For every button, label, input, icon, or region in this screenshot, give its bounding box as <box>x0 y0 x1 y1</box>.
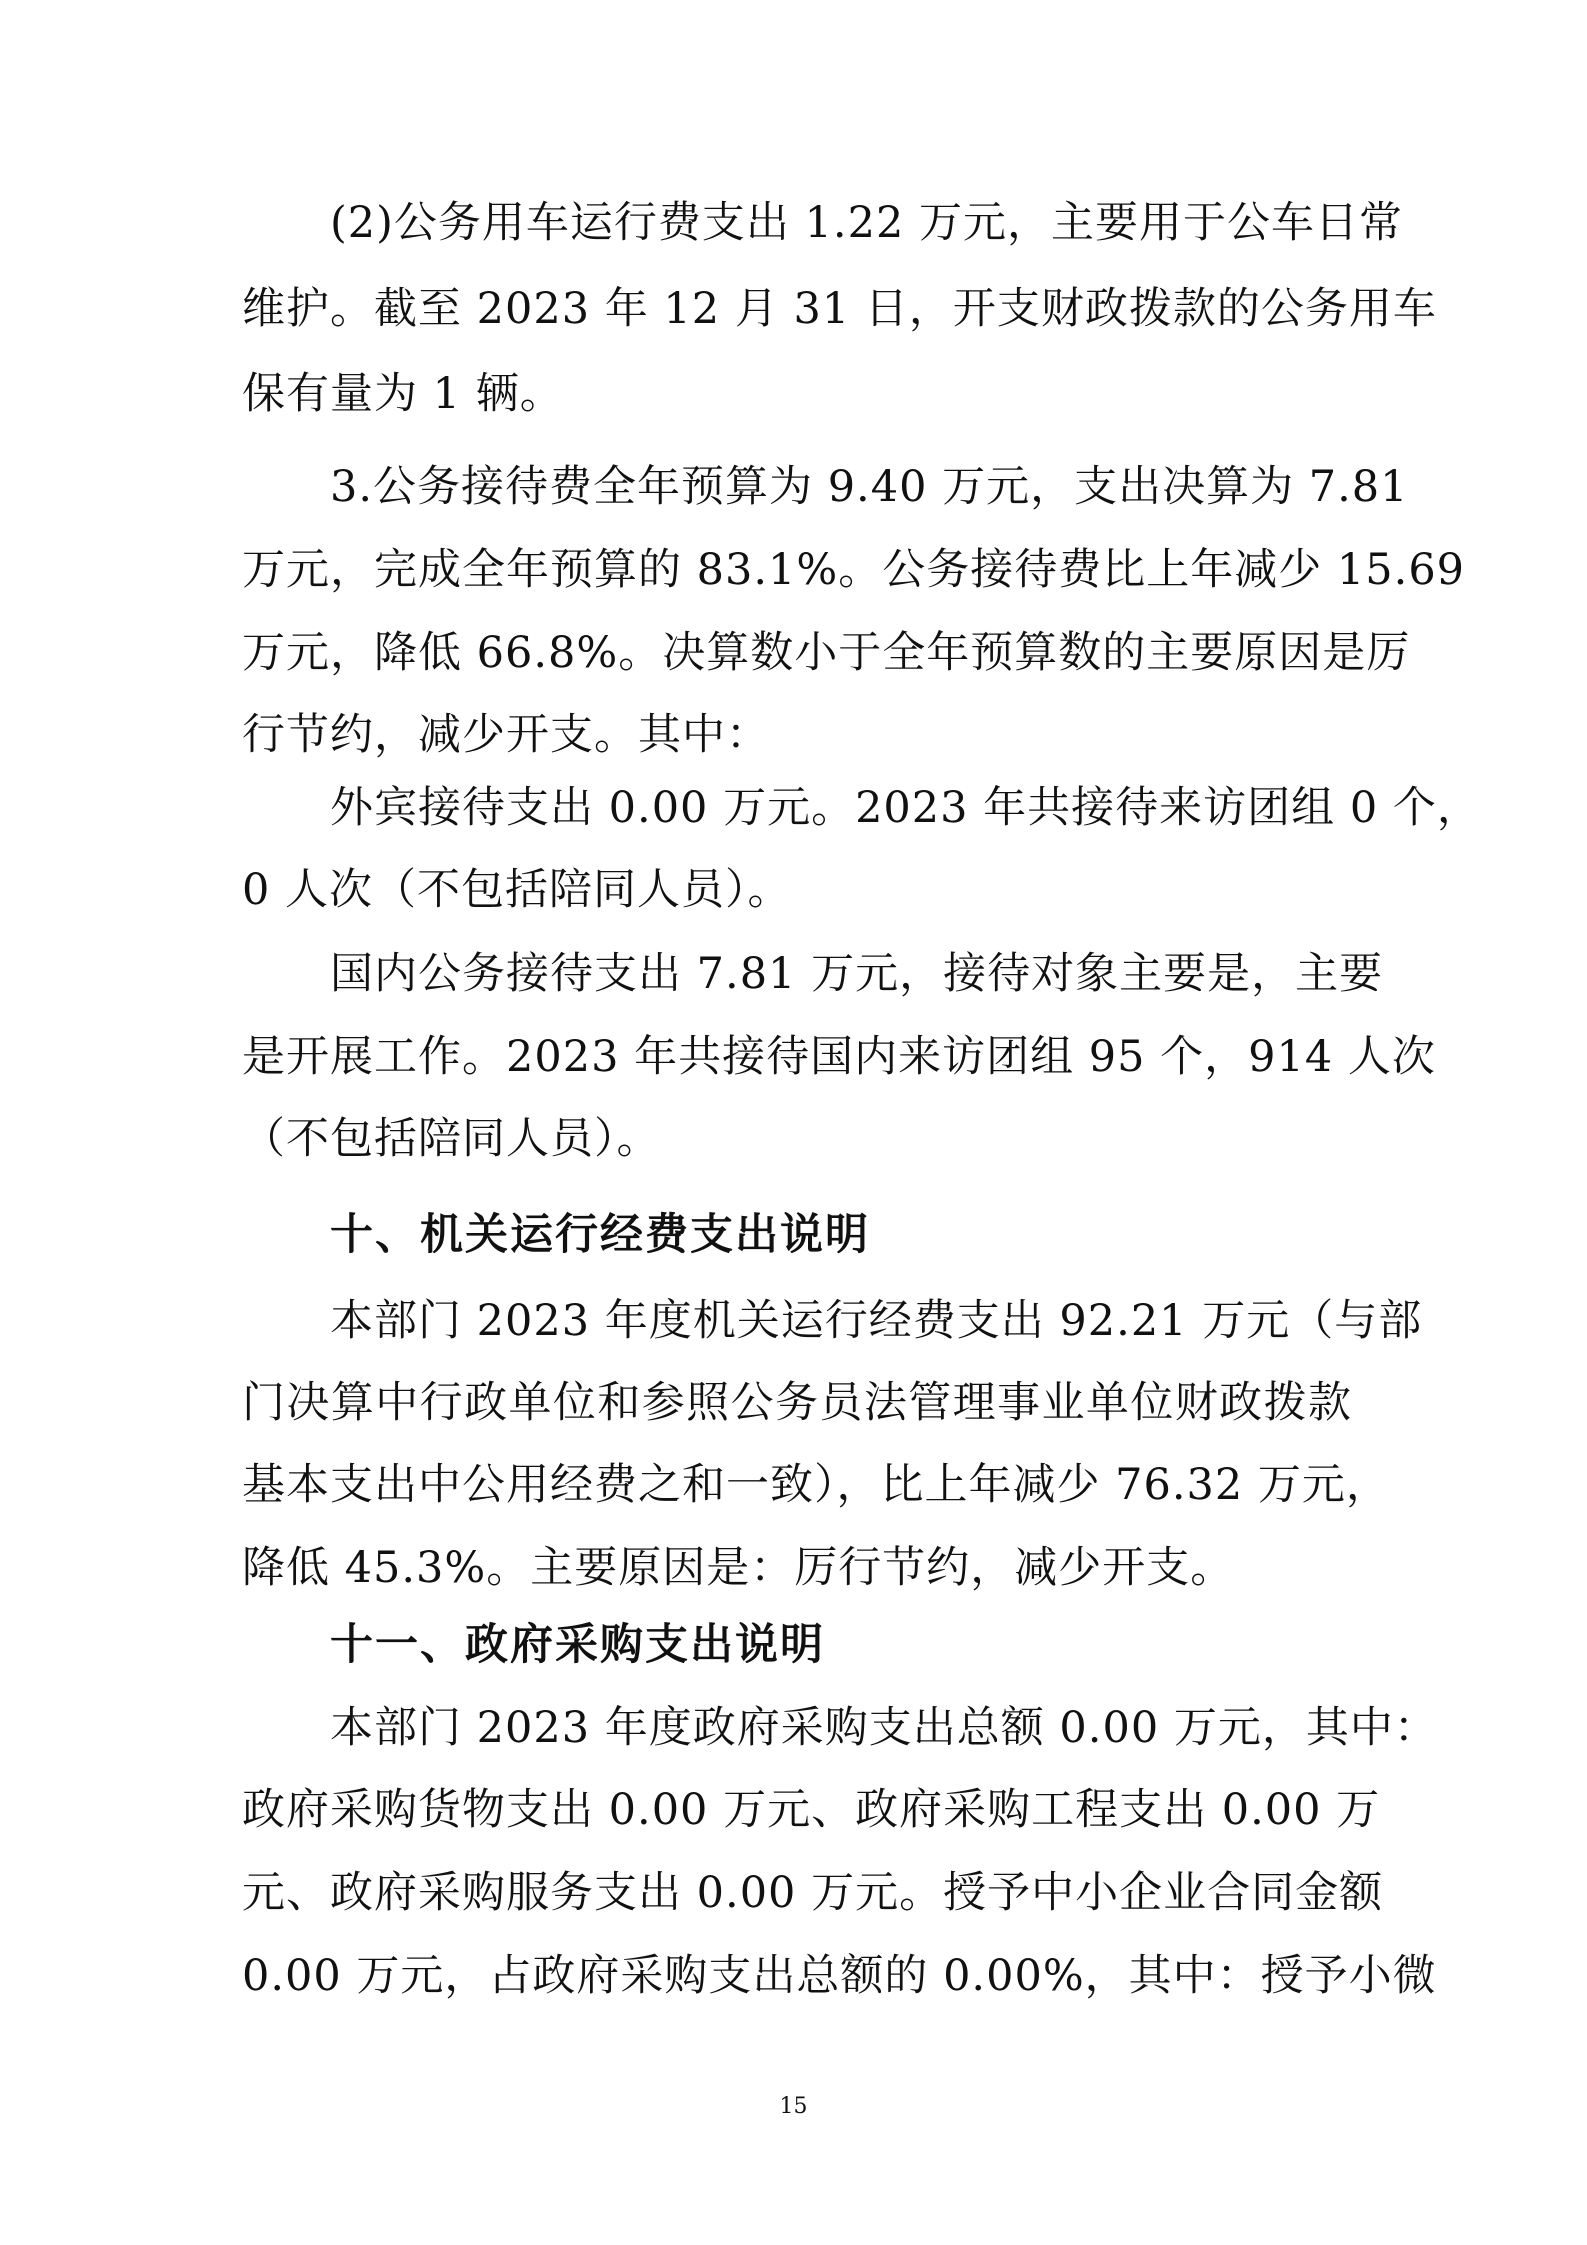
paragraph-6-line-2: 政府采购货物支出 0.00 万元、政府采购工程支出 0.00 万 <box>242 1785 1381 1835</box>
paragraph-1-line-2: 维护。截至 2023 年 12 月 31 日，开支财政拨款的公务用车 <box>242 284 1437 334</box>
paragraph-4-line-3: （不包括陪同人员）。 <box>242 1114 661 1164</box>
paragraph-1-line-3: 保有量为 1 辆。 <box>242 369 564 419</box>
paragraph-3-line-1: 外宾接待支出 0.00 万元。2023 年共接待来访团组 0 个， <box>330 783 1481 833</box>
page-number: 15 <box>779 2094 808 2119</box>
paragraph-2-line-1: 3.公务接待费全年预算为 9.40 万元，支出决算为 7.81 <box>330 462 1409 512</box>
paragraph-2-line-3: 万元，降低 66.8%。决算数小于全年预算数的主要原因是厉 <box>242 628 1411 678</box>
paragraph-3-line-2: 0 人次（不包括陪同人员）。 <box>242 865 792 915</box>
section-10-heading: 十、机关运行经费支出说明 <box>330 1210 870 1260</box>
section-11-heading: 十一、政府采购支出说明 <box>330 1620 825 1670</box>
paragraph-6-line-1: 本部门 2023 年度政府采购支出总额 0.00 万元，其中： <box>330 1703 1438 1753</box>
paragraph-6-line-3: 元、政府采购服务支出 0.00 万元。授予中小企业合同金额 <box>242 1868 1384 1918</box>
paragraph-2-line-4: 行节约，减少开支。其中： <box>242 710 770 760</box>
paragraph-5-line-4: 降低 45.3%。主要原因是：厉行节约，减少开支。 <box>242 1543 1235 1593</box>
paragraph-5-line-3: 基本支出中公用经费之和一致），比上年减少 76.32 万元， <box>242 1460 1390 1510</box>
paragraph-6-line-4: 0.00 万元，占政府采购支出总额的 0.00%，其中：授予小微 <box>242 1951 1437 2001</box>
paragraph-4-line-2: 是开展工作。2023 年共接待国内来访团组 95 个，914 人次 <box>242 1032 1436 1082</box>
paragraph-1-line-1: (2)公务用车运行费支出 1.22 万元，主要用于公车日常 <box>330 198 1403 248</box>
paragraph-5-line-1: 本部门 2023 年度机关运行经费支出 92.21 万元（与部 <box>330 1296 1423 1346</box>
paragraph-5-line-2: 门决算中行政单位和参照公务员法管理事业单位财政拨款 <box>242 1378 1352 1428</box>
paragraph-2-line-2: 万元，完成全年预算的 83.1%。公务接待费比上年减少 15.69 <box>242 545 1466 595</box>
paragraph-4-line-1: 国内公务接待支出 7.81 万元，接待对象主要是，主要 <box>330 949 1384 999</box>
